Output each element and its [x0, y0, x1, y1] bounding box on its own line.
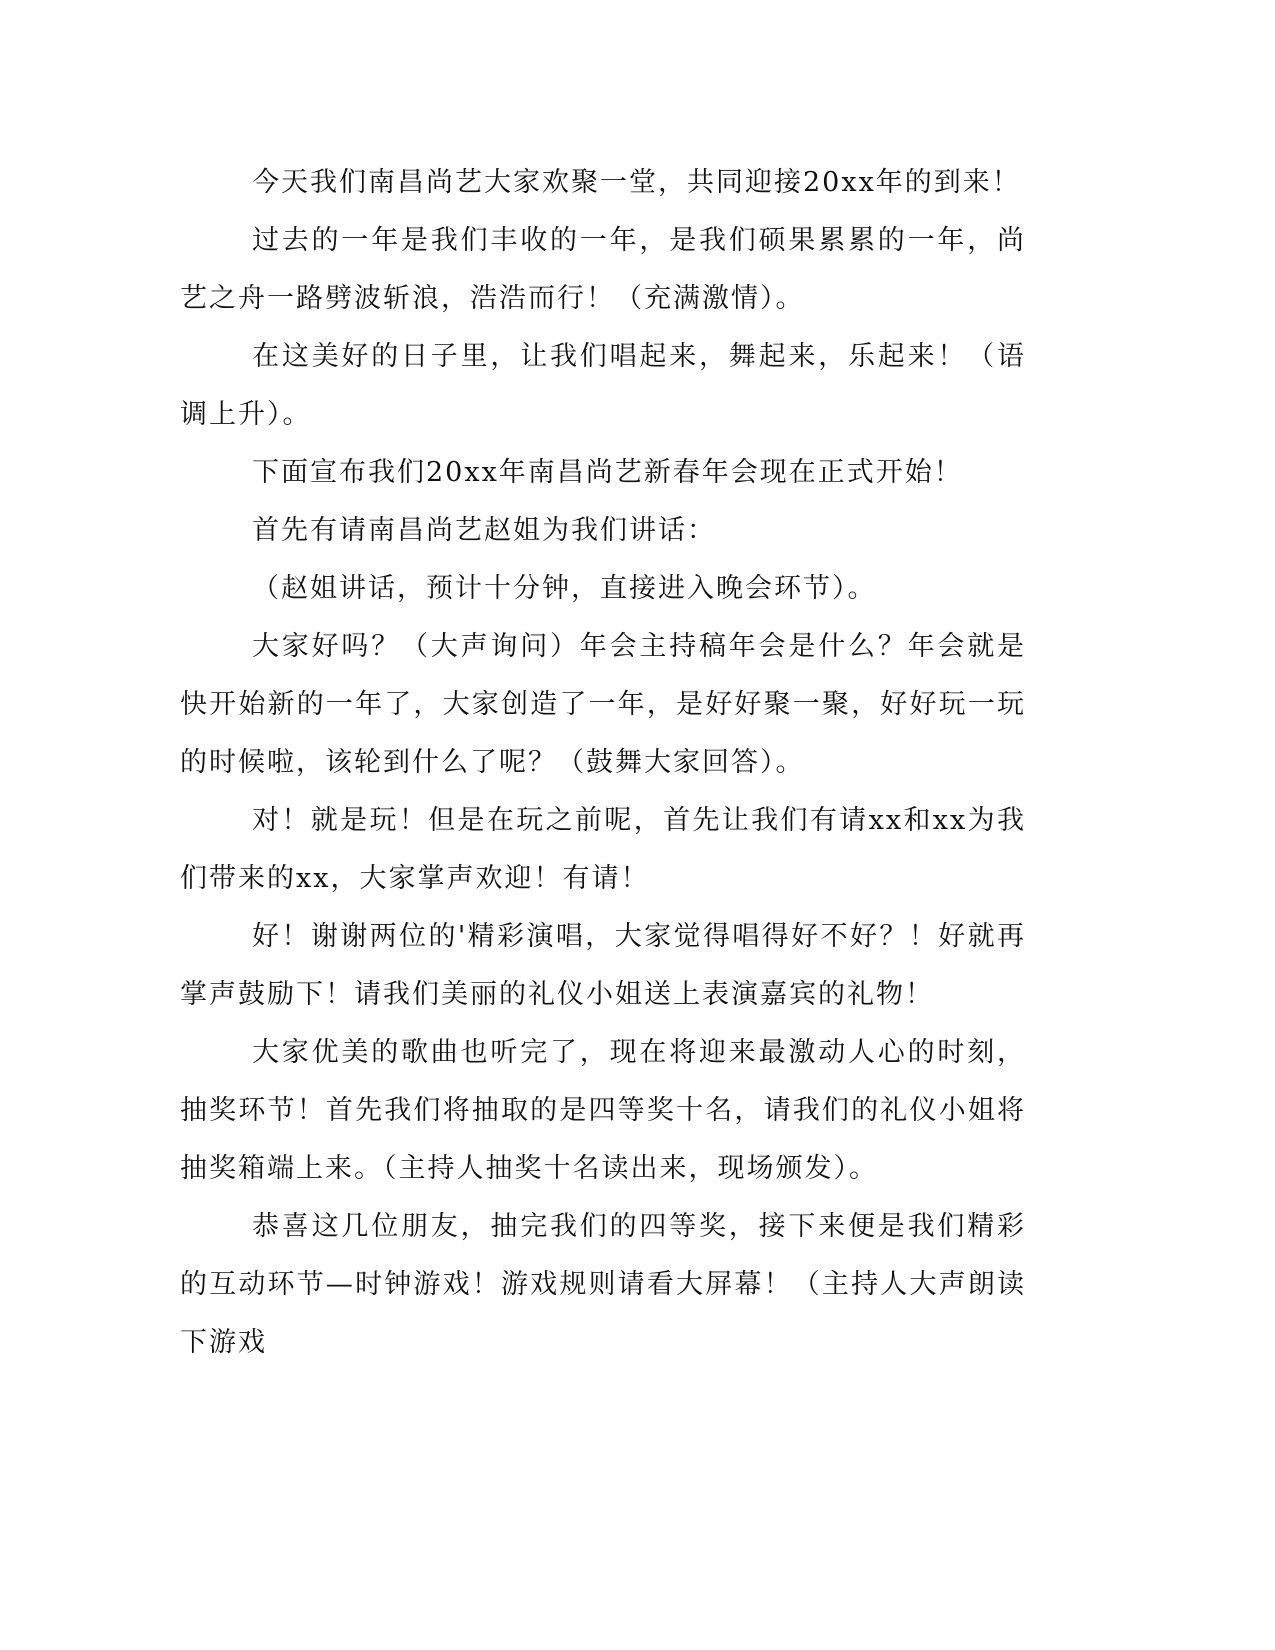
document-body: [180, 154, 1026, 1372]
paragraph: 首先有请南昌尚艺赵姐为我们讲话：: [252, 515, 716, 546]
paragraph: 下面宣布我们20xx年南昌尚艺新春年会现在正式开始！: [252, 457, 963, 488]
paragraph: 今天我们南昌尚艺大家欢聚一堂，共同迎接20xx年的到来！: [252, 167, 1021, 198]
paragraph: 过去的一年是我们丰收的一年，是我们硕果累累的一年，尚艺之舟一路劈波斩浪，浩浩而行！（充满激情）。: [180, 225, 1026, 314]
paragraph: 恭喜这几位朋友，抽完我们的四等奖，接下来便是我们精彩的互动环节—时钟游戏！游戏规则请看大屏幕！（主持人大声朗读下游戏: [180, 1211, 1026, 1358]
paragraph: 大家好吗？（大声询问）年会主持稿年会是什么？年会就是快开始新的一年了，大家创造了一年，是好好聚一聚，好好玩一玩的时候啦，该轮到什么了呢？（鼓舞大家回答）。: [180, 631, 1026, 778]
paragraph: 在这美好的日子里，让我们唱起来，舞起来，乐起来！（语调上升）。: [180, 341, 1026, 430]
paragraph: 对！就是玩！但是在玩之前呢，首先让我们有请xx和xx为我们带来的xx，大家掌声欢迎！有请！: [180, 805, 1026, 894]
paragraph: 大家优美的歌曲也听完了，现在将迎来最激动人心的时刻，抽奖环节！首先我们将抽取的是四等奖十名，请我们的礼仪小姐将抽奖箱端上来。（主持人抽奖十名读出来，现场颁发）。: [180, 1037, 1026, 1184]
paragraph: （赵姐讲话，预计十分钟，直接进入晚会环节）。: [252, 573, 877, 604]
paragraph: 好！谢谢两位的'精彩演唱，大家觉得唱得好不好？！好就再掌声鼓励下！请我们美丽的礼仪小姐送上表演嘉宾的礼物！: [180, 921, 1026, 1010]
